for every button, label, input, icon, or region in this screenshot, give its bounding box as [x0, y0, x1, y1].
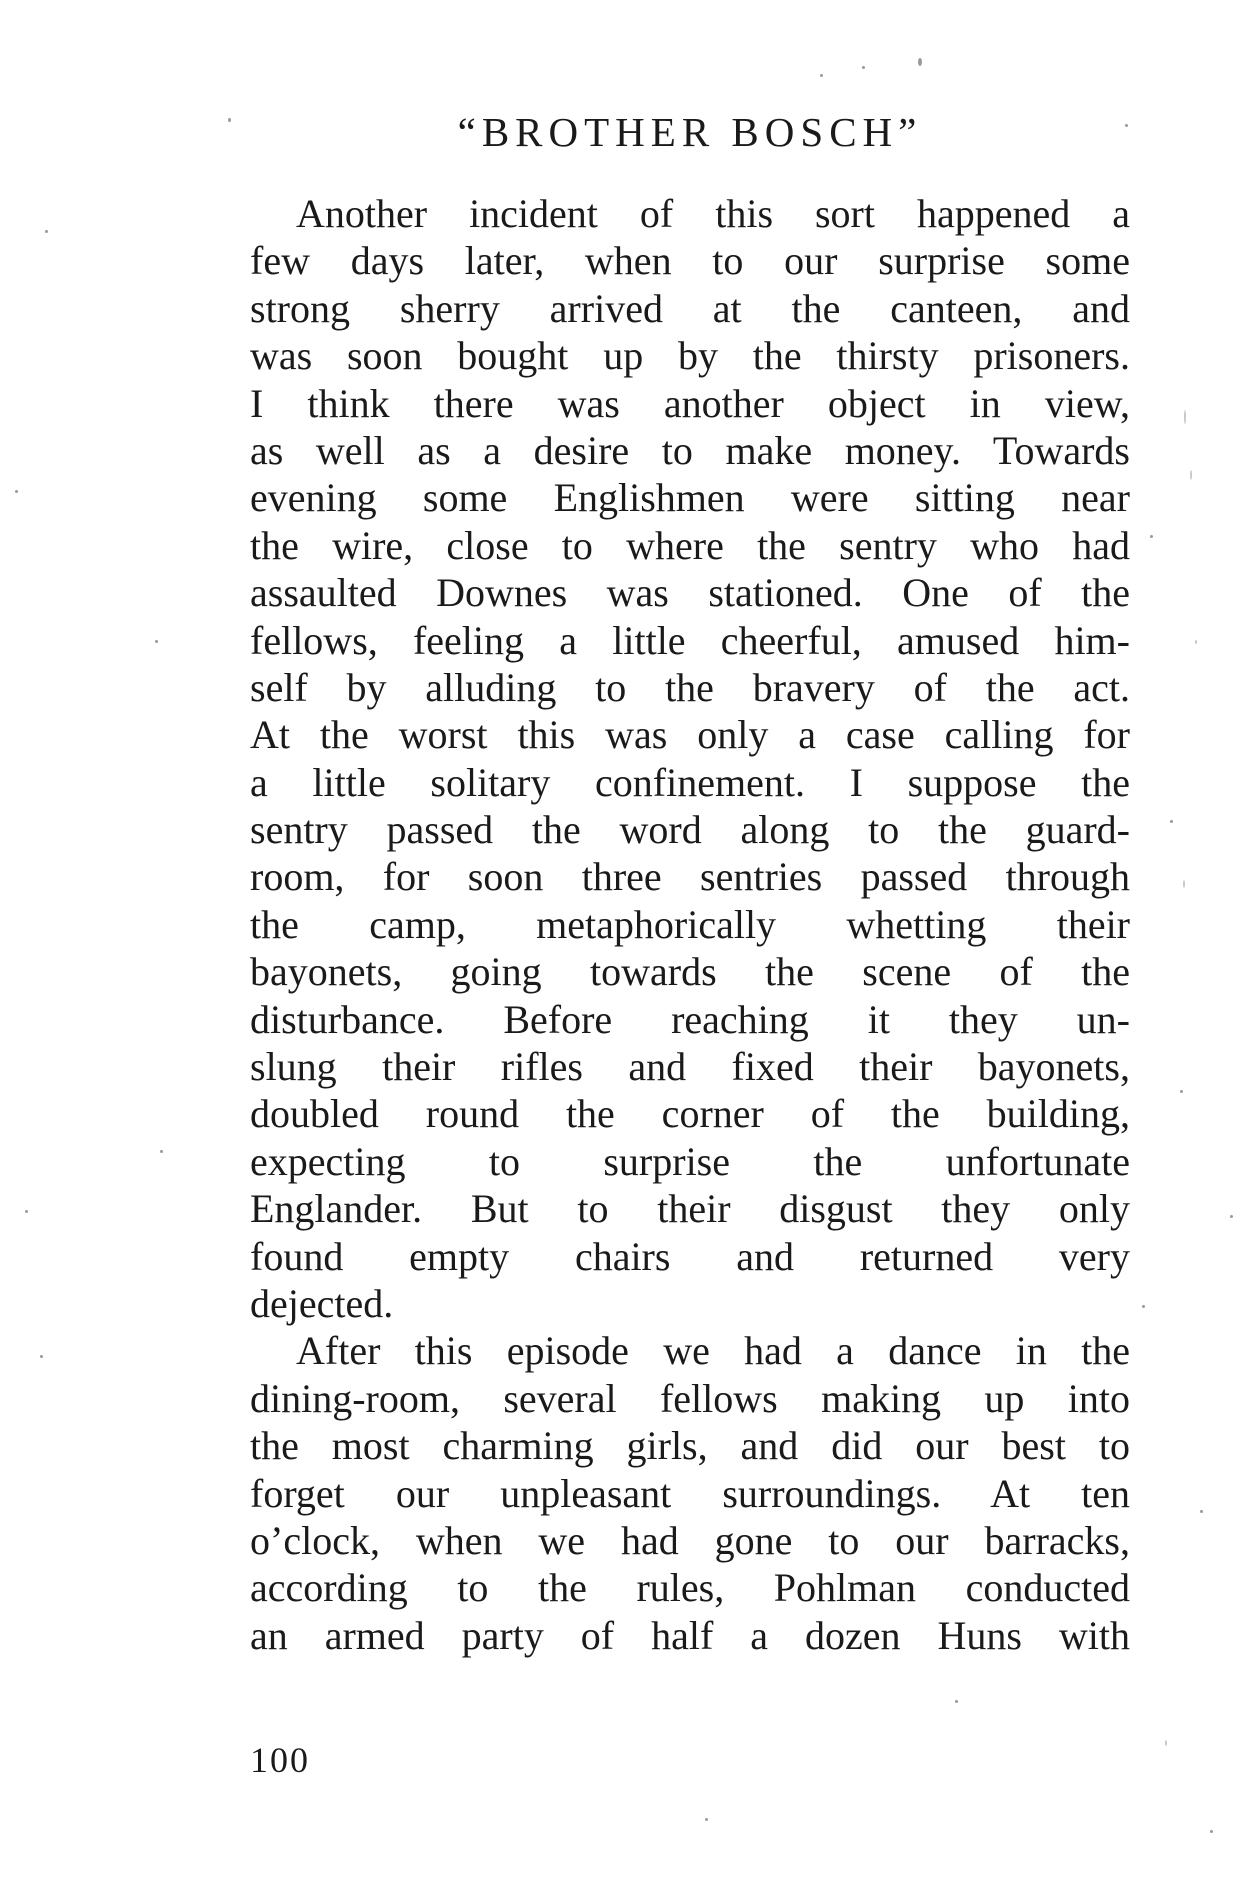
text-line: strong sherry arrived at the canteen, and	[250, 285, 1130, 331]
scan-speck	[1170, 820, 1173, 823]
text-line: disturbance. Before reaching it they un-	[250, 996, 1130, 1042]
scan-speck	[228, 118, 231, 122]
text-line: dejected.	[250, 1280, 394, 1326]
scan-speck	[40, 1355, 43, 1358]
text-line: room, for soon three sentries passed through	[250, 854, 1130, 900]
text-line: expecting to surprise the unfortunate	[250, 1138, 1130, 1184]
scan-speck	[955, 1700, 958, 1703]
running-head: “BROTHER BOSCH”	[457, 109, 923, 155]
text-line: was soon bought up by the thirsty prisoners.	[250, 333, 1130, 379]
scan-speck	[1195, 640, 1197, 644]
scan-speck	[820, 74, 823, 77]
scan-speck	[705, 1818, 708, 1821]
scan-speck	[160, 1150, 163, 1153]
scan-speck	[1165, 1740, 1167, 1746]
text-line: the wire, close to where the sentry who had	[250, 522, 1130, 568]
scan-speck	[1230, 1215, 1233, 1218]
text-line: self by alluding to the bravery of the act.	[250, 664, 1130, 710]
scan-speck	[918, 58, 922, 66]
text-line: a little solitary confinement. I suppose the	[250, 759, 1130, 805]
text-line: slung their rifles and fixed their bayonets,	[250, 1044, 1130, 1090]
text-line: bayonets, going towards the scene of the	[250, 949, 1130, 995]
scan-speck	[1183, 880, 1185, 888]
scan-speck	[1190, 470, 1192, 480]
text-line: the camp, metaphorically whetting their	[250, 901, 1130, 947]
scan-speck	[862, 66, 865, 69]
text-line: assaulted Downes was stationed. One of the	[250, 570, 1130, 616]
text-line: I think there was another object in view,	[250, 380, 1130, 426]
text-line: sentry passed the word along to the guard-	[250, 807, 1130, 853]
text-line: At the worst this was only a case calling for	[250, 712, 1130, 758]
scan-speck	[25, 1210, 28, 1213]
scan-speck	[1150, 535, 1153, 538]
scan-speck	[1210, 1830, 1213, 1833]
scan-speck	[1142, 1305, 1145, 1308]
text-line: evening some Englishmen were sitting near	[250, 475, 1130, 521]
page-number: 100	[250, 1740, 310, 1780]
text-line: Englander. But to their disgust they only	[250, 1186, 1130, 1232]
text-line: fellows, feeling a little cheerful, amused him-	[250, 617, 1130, 663]
text-line: an armed party of half a dozen Huns with	[250, 1612, 1130, 1658]
text-line: as well as a desire to make money. Towards	[250, 427, 1130, 473]
scan-speck	[15, 490, 18, 493]
text-line: doubled round the corner of the building,	[250, 1091, 1130, 1137]
text-line: After this episode we had a dance in the	[296, 1328, 1130, 1374]
scan-speck	[1180, 1090, 1183, 1093]
scan-speck	[1200, 1510, 1203, 1513]
text-line: found empty chairs and returned very	[250, 1233, 1130, 1279]
text-line: forget our unpleasant surroundings. At ten	[250, 1470, 1130, 1516]
scan-speck	[1184, 410, 1186, 424]
scan-speck	[45, 230, 48, 233]
text-line: Another incident of this sort happened a	[296, 191, 1130, 236]
text-line: the most charming girls, and did our best to	[250, 1423, 1130, 1469]
scan-speck	[1125, 124, 1128, 127]
scan-speck	[155, 640, 158, 643]
text-line: according to the rules, Pohlman conducted	[250, 1565, 1130, 1611]
text-line: dining-room, several fellows making up into	[250, 1375, 1130, 1421]
text-line: few days later, when to our surprise some	[250, 238, 1130, 284]
text-line: o’clock, when we had gone to our barracks,	[250, 1517, 1130, 1563]
body-text	[250, 190, 1130, 1659]
